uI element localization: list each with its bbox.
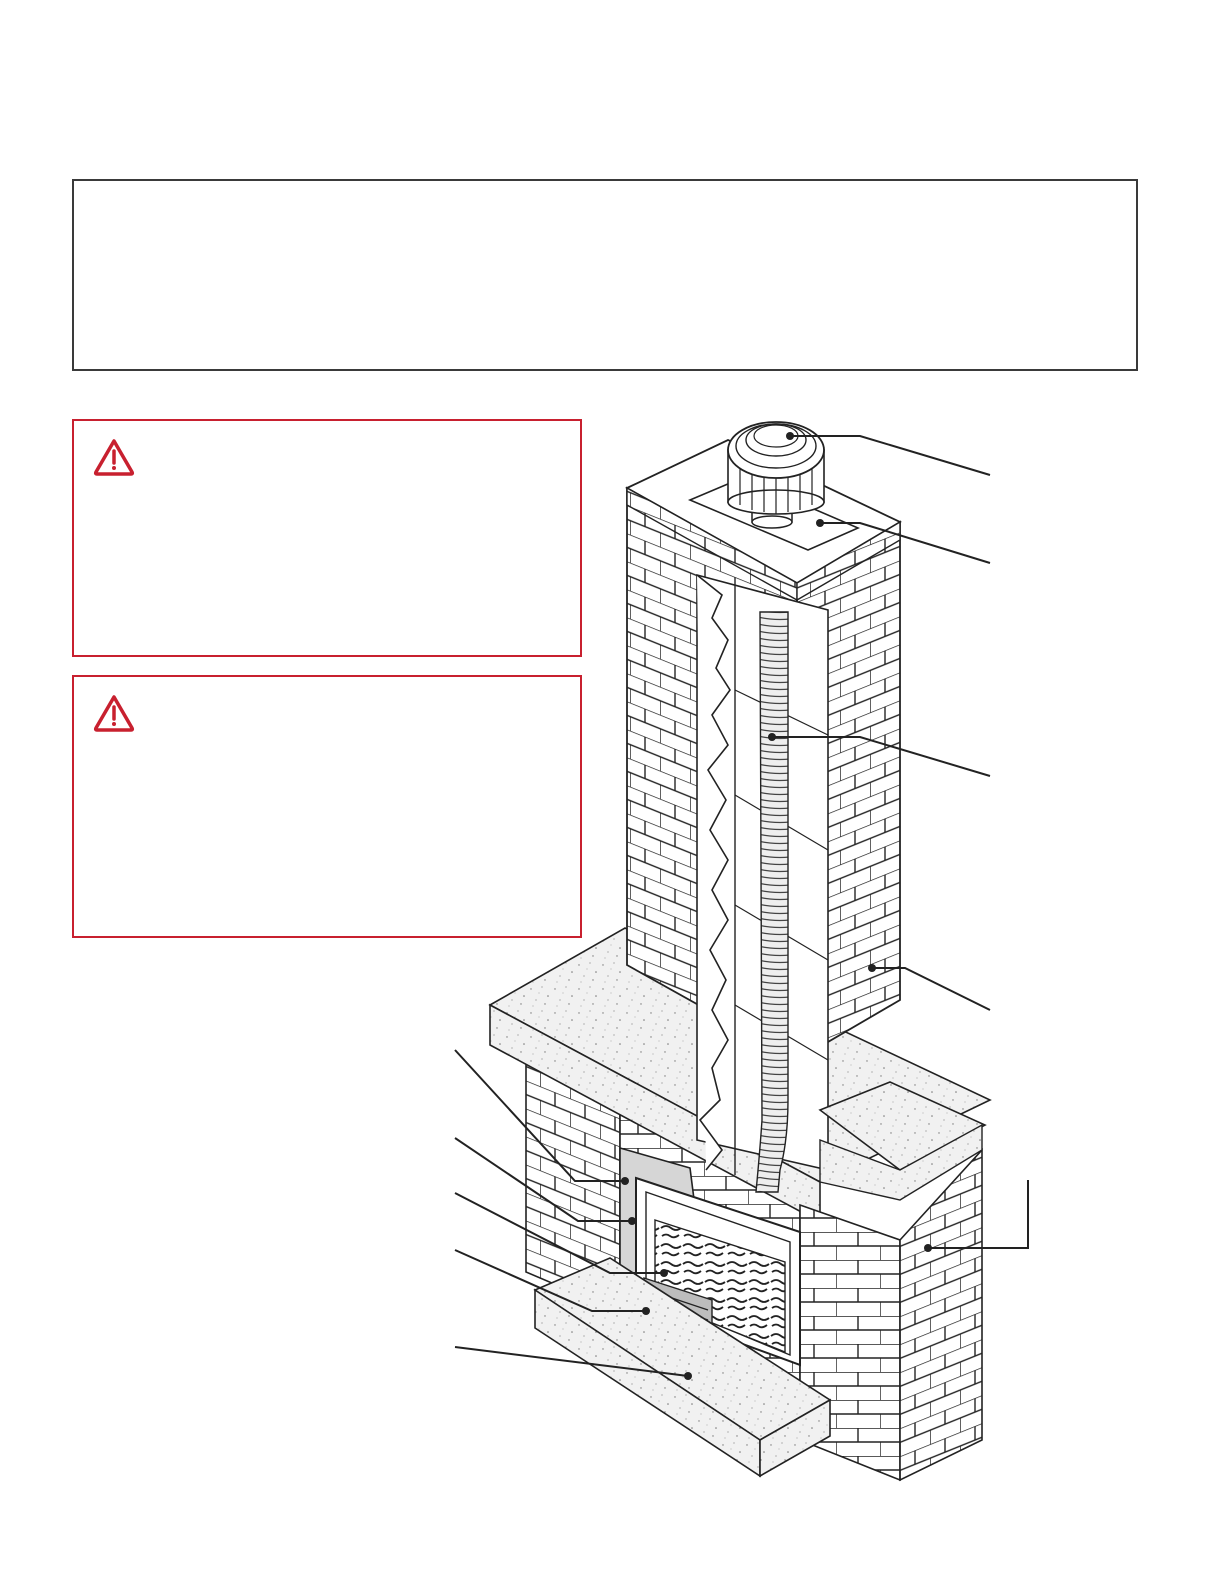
right-column-side bbox=[900, 1150, 982, 1480]
